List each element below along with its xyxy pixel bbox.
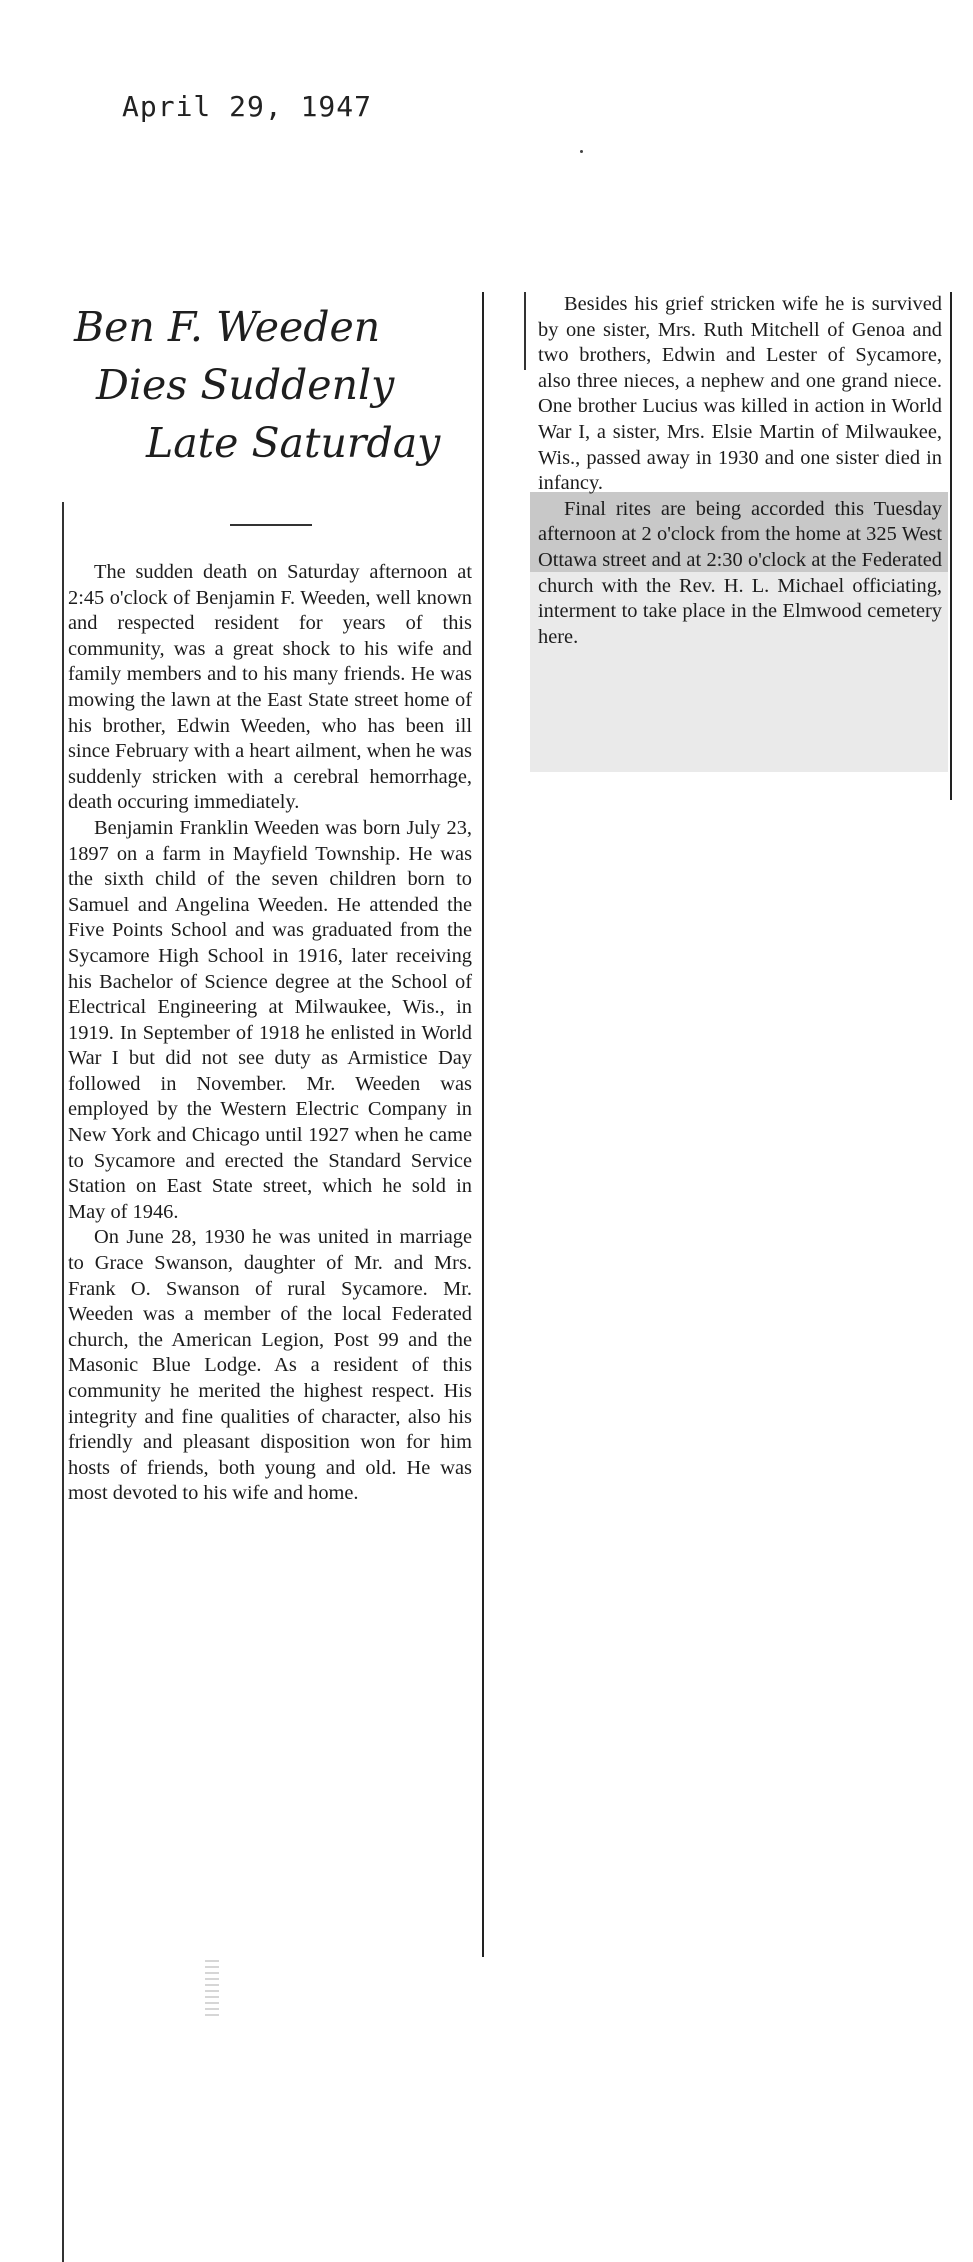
scan-artifact bbox=[205, 1960, 219, 2020]
clipping-right-column bbox=[524, 292, 956, 810]
clipping-left-column bbox=[62, 292, 482, 1957]
headline-line-1: Ben F. Weeden bbox=[74, 303, 381, 351]
paragraph: Benjamin Franklin Weeden was born July 23, 1897 on a farm in Mayfield Township. He was the sixth child of the seven children born to Samuel and Angelina Weeden. He attended the Five Points School and was graduated from the Sycamore High School in 1916, later receiving his Bachelor of Science degree at the School of Electrical Engineering at Milwaukee, Wis., in 1919. In September of 1918 he enlisted in World War I but did not see duty as Armistice Day followed in November. Mr. Weeden was employed by the Western Electric Company in New York and Chicago until 1927 when he came to Sycamore and erected the Standard Service Station on East State street, which he sold in May of 1946. bbox=[68, 816, 472, 1223]
headline-line-2: Dies Suddenly bbox=[96, 361, 395, 409]
article-body-left bbox=[68, 560, 472, 1507]
headline bbox=[66, 298, 480, 472]
column-rule-center bbox=[482, 292, 484, 1957]
paragraph: Besides his grief stricken wife he is survived by one sister, Mrs. Ruth Mitchell of Genoa and two brothers, Edwin and Lester of Sycamore, also three nieces, a nephew and one grand niece. One brother Lucius was killed in action in World War I, a sister, Mrs. Elsie Martin of Milwaukee, Wis., passed away in 1930 and one sister died in infancy. bbox=[538, 293, 942, 495]
typed-date: April 29, 1947 bbox=[122, 90, 373, 123]
scan-speck bbox=[580, 150, 583, 153]
paragraph: The sudden death on Saturday afternoon at 2:45 o'clock of Benjamin F. Weeden, well known and respected resident for years of this community, was a great shock to his wife and family members and to his many friends. He was mowing the lawn at the East State street home of his brother, Edwin Weeden, who has been ill since February with a heart ailment, when he was suddenly stricken with a cerebral hemorrhage, death occuring immediately. bbox=[68, 561, 472, 814]
column-rule-left bbox=[62, 502, 64, 2262]
article-body-right bbox=[538, 292, 942, 650]
paragraph: On June 28, 1930 he was united in marriage to Grace Swanson, daughter of Mr. and Mrs. Frank O. Swanson of rural Sycamore. Mr. Weeden was a member of the local Federated church, the American Legion, Post 99 and the Masonic Blue Lodge. As a resident of this community he merited the highest respect. His integrity and fine qualities of character, also his friendly and pleasant disposition won for him hosts of friends, both young and old. He was most devoted to his wife and home. bbox=[68, 1226, 472, 1505]
headline-line-3: Late Saturday bbox=[146, 419, 441, 467]
column-rule-right bbox=[950, 292, 952, 800]
headline-separator bbox=[230, 524, 312, 526]
paragraph: Final rites are being accorded this Tuesday afternoon at 2 o'clock from the home at 325 West Ottawa street and at 2:30 o'clock at the Federated church with the Rev. H. L. Michael officiating, interment to take place in the Elmwood cemetery here. bbox=[538, 497, 942, 648]
column-rule-top bbox=[524, 292, 526, 370]
